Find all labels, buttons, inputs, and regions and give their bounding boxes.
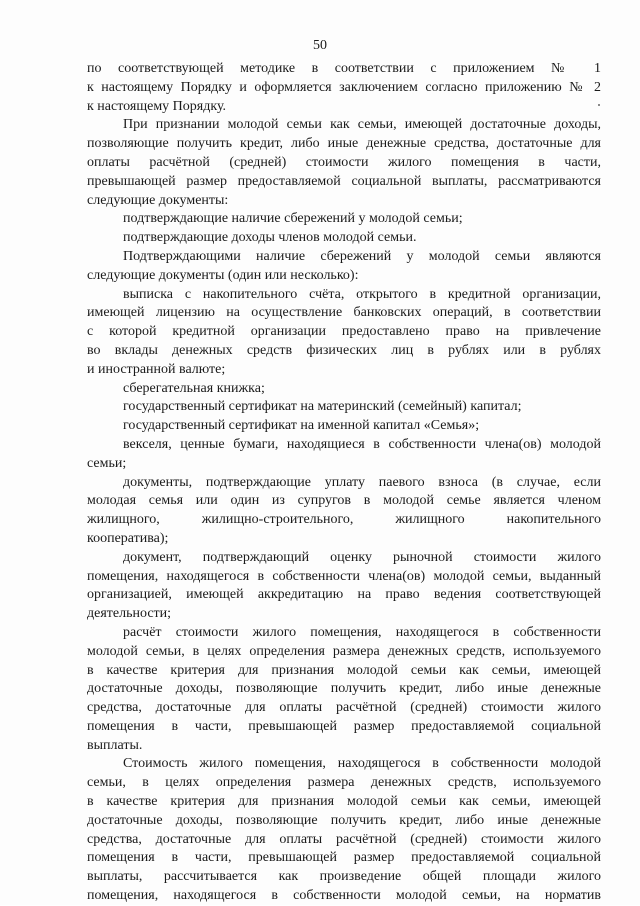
text-line: семьи, в целях определения размера денежных средств, используемого: [87, 775, 601, 791]
text-line: подтверждающие наличие сбережений у молодой семьи;: [123, 211, 463, 227]
text-line: во вклады денежных средств физических лиц в рублях или в рублях: [87, 342, 601, 358]
text-line: расчёт стоимости жилого помещения, находящегося в собственности: [123, 624, 601, 640]
text-line: и иностранной валюте;: [87, 361, 226, 377]
text-line: векселя, ценные бумаги, находящиеся в собственности члена(ов) молодой: [123, 436, 601, 452]
text-line: Стоимость жилого помещения, находящегося в собственности молодой: [123, 756, 601, 772]
text-line: следующие документы (один или несколько):: [87, 267, 359, 283]
text-line: При признании молодой семьи как семьи, имеющей достаточные доходы,: [123, 117, 601, 133]
text-line: документы, подтверждающие уплату паевого взноса (в случае, если: [123, 474, 601, 490]
text-line: к настоящему Порядку.: [87, 98, 227, 114]
text-line: превышающей размер предоставляемой социальной выплаты, рассматриваются: [87, 173, 601, 189]
text-line: выписка с накопительного счёта, открытого в кредитной организации,: [123, 286, 601, 302]
text-line: выплаты.: [87, 737, 143, 753]
body-text: [87, 60, 601, 906]
text-line: Подтверждающими наличие сбережений у молодой семьи являются: [123, 248, 601, 264]
text-line: документ, подтверждающий оценку рыночной стоимости жилого: [123, 549, 601, 565]
text-line: молодой семьи, в целях определения размера денежных средств, используемого: [87, 643, 601, 659]
text-line: жилищного, жилищно-строительного, жилищного накопительного: [87, 512, 601, 528]
text-line: следующие документы:: [87, 192, 229, 208]
text-line: государственный сертификат на именной капитал «Семья»;: [123, 418, 480, 434]
text-line: семьи;: [87, 455, 127, 471]
text-line: в качестве критерия для признания молодой семьи как семьи, имеющей: [87, 794, 601, 810]
text-line: помещения в части, превышающей размер предоставляемой социальной: [87, 718, 601, 734]
text-line: в качестве критерия для признания молодой семьи как семьи, имеющей: [87, 662, 601, 678]
text-line: средства, достаточные для оплаты расчётной (средней) стоимости жилого: [87, 700, 601, 716]
text-line: оплаты расчётной (средней) стоимости жилого помещения в части,: [87, 154, 601, 170]
text-line: подтверждающие доходы членов молодой семьи.: [123, 230, 417, 246]
text-line: к настоящему Порядку и оформляется заключением согласно приложению № 2: [87, 79, 601, 95]
text-line: кооператива);: [87, 530, 169, 546]
page-number: 50: [313, 38, 327, 53]
text-line: государственный сертификат на материнский (семейный) капитал;: [123, 399, 522, 415]
text-line: молодая семья или один из супругов в молодой семье является членом: [87, 493, 601, 509]
text-line: средства, достаточные для оплаты расчётной (средней) стоимости жилого: [87, 831, 601, 847]
text-line: помещения, находящегося в собственности члена(ов) молодой семьи, выданный: [87, 568, 601, 584]
text-line: позволяющие получить кредит, либо иные денежные средства, достаточные для: [87, 136, 601, 152]
text-line: имеющей лицензию на осуществление банковских операций, в соответствии: [87, 305, 601, 321]
text-line: сберегательная книжка;: [123, 380, 265, 396]
text-line: деятельности;: [87, 606, 172, 622]
text-line: по соответствующей методике в соответствии с приложением № 1: [87, 61, 601, 76]
text-line: достаточные доходы, позволяющие получить кредит, либо иные денежные: [87, 681, 601, 697]
text-line: помещения в части, превышающей размер предоставляемой социальной: [87, 850, 601, 866]
text-line: организацией, имеющей аккредитацию на право ведения соответствующей: [87, 587, 601, 603]
text-line: помещения, находящегося в собственности молодой семьи, на норматив: [87, 888, 601, 904]
text-line: достаточные доходы, позволяющие получить кредит, либо иные денежные: [87, 812, 601, 828]
text-line: с которой кредитной организации предоставлено право на привлечение: [87, 324, 601, 340]
text-line: выплаты, рассчитывается как произведение общей площади жилого: [87, 869, 601, 885]
